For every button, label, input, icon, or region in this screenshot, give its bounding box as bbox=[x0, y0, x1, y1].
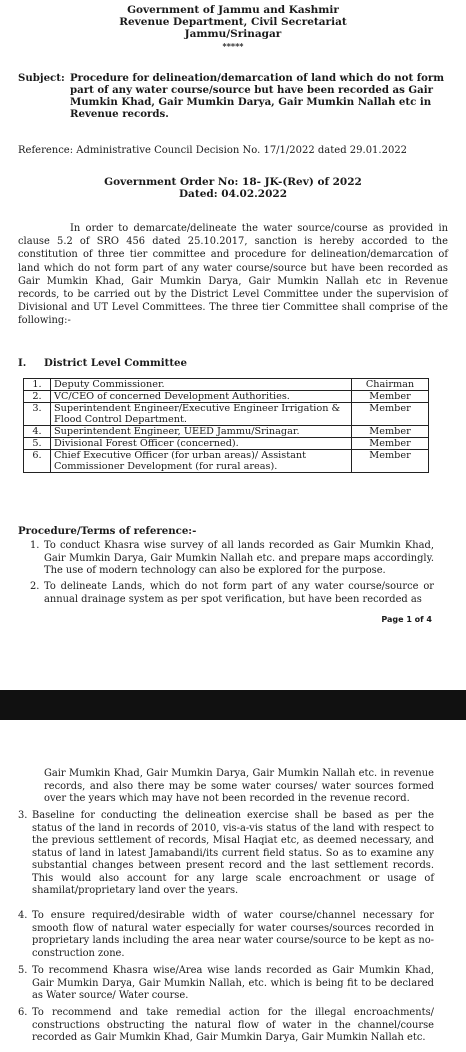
committee-row bbox=[24, 438, 429, 450]
committee-row bbox=[24, 403, 429, 426]
member-name: Chief Executive Officer (for urban areas)/ Assistant Commissioner Development (for rural areas). bbox=[51, 450, 352, 473]
row-number: 2. bbox=[24, 391, 51, 403]
row-number: 1. bbox=[24, 379, 51, 391]
item-text: Baseline for conducting the delineation exercise shall be based as per the status of the land in records of 2010, vis-a-vis status of the land with respect to the previous settlement of records, Misal Haqiat etc, as deemed necessary, and status of land in latest Jamabandi/its current field status. So as to examine any substantial changes between present record and the last settlement records. This would also account for any large scale encroachment or usage of shamilat/proprietary land over the years. bbox=[32, 810, 434, 896]
item-number: 6. bbox=[18, 1007, 28, 1018]
procedure-item bbox=[30, 540, 434, 578]
member-role: Member bbox=[352, 391, 429, 403]
member-role: Chairman bbox=[352, 379, 429, 391]
item-number: 2. bbox=[30, 581, 40, 592]
member-role: Member bbox=[352, 426, 429, 438]
order-date: Dated: 04.02.2022 bbox=[178, 188, 288, 200]
header-location: Jammu/Srinagar bbox=[184, 28, 282, 40]
page-separator bbox=[0, 690, 466, 720]
committee-row bbox=[24, 391, 429, 403]
item-text: To recommend and take remedial action for the illegal encroachments/ constructions obstructing the natural flow of water in the channel/course recorded as Gair Mumkin Khad, Gair Mumkin Darya, Gair Mumkin Nallah etc. bbox=[32, 1007, 434, 1043]
procedure-heading: Procedure/Terms of reference:- bbox=[18, 525, 197, 537]
item-number: 4. bbox=[18, 910, 28, 921]
row-number: 3. bbox=[24, 403, 51, 426]
procedure-item-continued bbox=[30, 768, 434, 806]
section-title: District Level Committee bbox=[44, 357, 188, 369]
item-text: To recommend Khasra wise/Area wise lands recorded as Gair Mumkin Khad, Gair Mumkin Darya, Gair Mumkin Nallah, etc. which is being fit to be declared as Water source/ Water course. bbox=[32, 965, 434, 1001]
item-number: 3. bbox=[18, 810, 28, 821]
subject-block bbox=[18, 72, 448, 120]
member-role: Member bbox=[352, 450, 429, 473]
subject-text: Procedure for delineation/demarcation of land which do not form part of any water course/source but have been recorded as Gair Mumkin Khad, Gair Mumkin Darya, Gair Mumkin Nallah etc in Revenue records. bbox=[70, 72, 445, 120]
committee-row bbox=[24, 379, 429, 391]
row-number: 4. bbox=[24, 426, 51, 438]
order-number: Government Order No: 18- JK-(Rev) of 2022 bbox=[104, 176, 362, 188]
member-name: Superintendent Engineer/Executive Engineer Irrigation & Flood Control Department. bbox=[51, 403, 352, 426]
committee-table bbox=[23, 378, 429, 473]
procedure-item bbox=[18, 965, 434, 1003]
page-number: Page 1 of 4 bbox=[381, 615, 432, 624]
member-name: Superintendent Engineer, UEED Jammu/Srinagar. bbox=[51, 426, 352, 438]
item-number: 1. bbox=[30, 540, 40, 551]
committee-row bbox=[24, 426, 429, 438]
header-government: Government of Jammu and Kashmir bbox=[127, 4, 339, 16]
member-name: Divisional Forest Officer (concerned). bbox=[51, 438, 352, 450]
member-role: Member bbox=[352, 438, 429, 450]
header-department: Revenue Department, Civil Secretariat bbox=[119, 16, 347, 28]
reference-line: Reference: Administrative Council Decision No. 17/1/2022 dated 29.01.2022 bbox=[18, 145, 408, 156]
committee-row bbox=[24, 450, 429, 473]
row-number: 5. bbox=[24, 438, 51, 450]
member-role: Member bbox=[352, 403, 429, 426]
item-text: Gair Mumkin Khad, Gair Mumkin Darya, Gair Mumkin Nallah etc. in revenue records, and also there may be some water courses/ water sources formed over the years which may have not been recorded in the revenue record. bbox=[44, 768, 434, 804]
intro-paragraph: In order to demarcate/delineate the water source/course as provided in clause 5.2 of SRO 456 dated 25.10.2017, sanction is hereby accorded to the constitution of three tier committee and procedure for delineation/demarcation of land which do not form part of any water course/source but have been recorded as Gair Mumkin Khad, Gair Mumkin Darya, Gair Mumkin Nallah etc in Revenue records, to be carried out by the District Level Committee under the supervision of Divisional and UT Level Committees. The three tier Committee shall comprise of the following:- bbox=[18, 223, 448, 327]
item-number: 5. bbox=[18, 965, 28, 976]
item-text: To conduct Khasra wise survey of all lands recorded as Gair Mumkin Khad, Gair Mumkin Darya, Gair Mumkin Nallah etc. and prepare maps accordingly. The use of modern technology can also be explored for the purpose. bbox=[44, 540, 434, 576]
header-stars: ***** bbox=[222, 41, 244, 51]
row-number: 6. bbox=[24, 450, 51, 473]
section-heading bbox=[18, 357, 187, 369]
item-text: To delineate Lands, which do not form part of any water course/source or annual drainage system as per spot verification, but have been recorded as bbox=[44, 581, 434, 605]
item-text: To ensure required/desirable width of water course/channel necessary for smooth flow of natural water especially for water courses/sources recorded in proprietary lands including the area near water course/source to be kept as no-construction zone. bbox=[32, 910, 434, 959]
document-page-2 bbox=[0, 720, 466, 1052]
procedure-item bbox=[18, 810, 434, 898]
procedure-item bbox=[30, 581, 434, 606]
section-number: I. bbox=[18, 357, 27, 369]
procedure-item bbox=[18, 1007, 434, 1045]
procedure-item bbox=[18, 910, 434, 960]
member-name: Deputy Commissioner. bbox=[51, 379, 352, 391]
member-name: VC/CEO of concerned Development Authorities. bbox=[51, 391, 352, 403]
subject-label: Subject: bbox=[18, 72, 65, 84]
